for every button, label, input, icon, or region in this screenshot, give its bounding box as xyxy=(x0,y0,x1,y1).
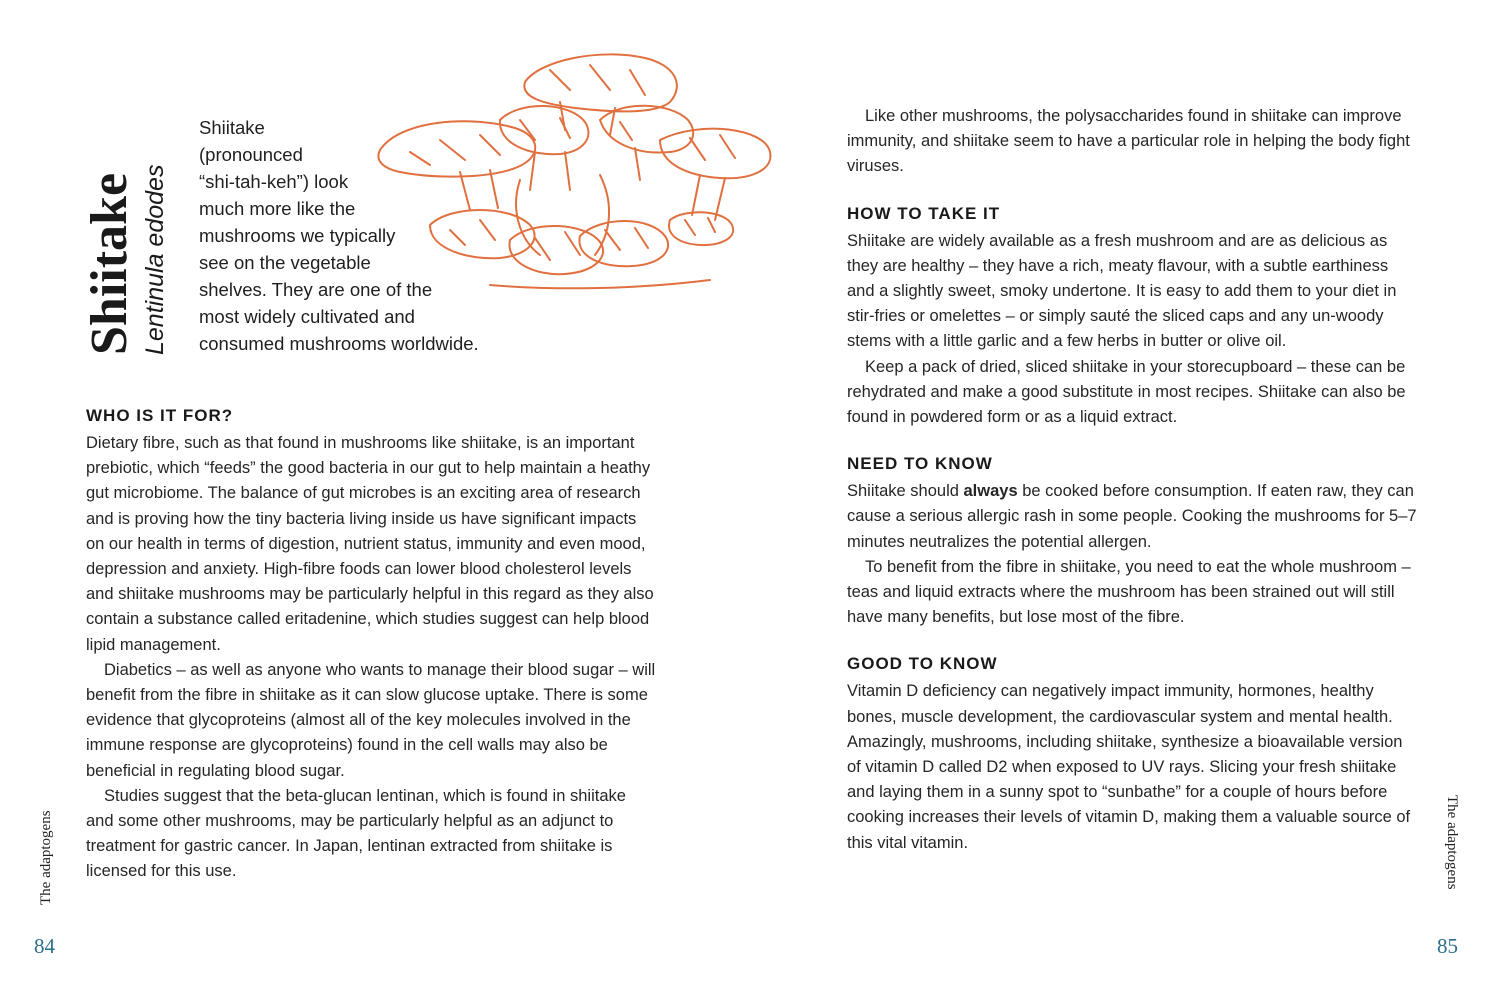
who-paragraph-2: Diabetics – as well as anyone who wants to manage their blood sugar – will benefit from the fibre in shiitake as it can slow glucose uptake. There is some evidence that glycoproteins (almost all of the key molecules involved in the immune response are glycoproteins) found in the cell walls may also be beneficial in regulating blood sugar. xyxy=(86,660,656,780)
who-paragraph-3: Studies suggest that the beta-glucan lentinan, which is found in shiitake and some other mushrooms, may be particularly helpful as an adjunct to treatment for gastric cancer. In Japan, lentinan extracted from shiitake is licensed for this use. xyxy=(86,786,626,881)
opening-paragraph: Like other mushrooms, the polysaccharides found in shiitake can improve immunity, and shiitake seem to have a particular role in helping the body fight viruses. xyxy=(847,107,1410,176)
intro-line: “shi-tah-keh”) look xyxy=(199,171,349,192)
need-heading: NEED TO KNOW xyxy=(847,454,993,474)
need-paragraph-1 xyxy=(847,479,1419,555)
who-heading: WHO IS IT FOR? xyxy=(86,406,234,425)
page-title: Shiitake xyxy=(81,172,138,355)
good-heading: GOOD TO KNOW xyxy=(847,654,998,674)
need-text-after: be cooked before consumption. If eaten raw, they can cause a serious allergic rash in some people. Cooking the mushrooms for 5–7 minutes neutralizes the potential allergen. xyxy=(847,482,1417,551)
how-paragraph-1: Shiitake are widely available as a fresh mushroom and are as delicious as they are healthy – they have a rich, meaty flavour, with a subtle earthiness and a slightly sweet, smoky undertone. It is easy to add them to your diet in stir-fries or omelettes – or simply sauté the sliced caps and any un-woody stems with a little garlic and a few herbs in butter or olive oil. xyxy=(847,231,1397,351)
intro-line: (pronounced xyxy=(199,144,303,165)
left-body-column xyxy=(86,404,658,885)
how-heading: HOW TO TAKE IT xyxy=(847,203,1001,223)
good-section xyxy=(847,652,1419,855)
page-number-left: 84 xyxy=(34,934,55,958)
good-paragraph: Vitamin D deficiency can negatively impact immunity, hormones, healthy bones, muscle development, the cardiovascular system and mental health. Amazingly, mushrooms, including shiitake, synthesize a bioavailable version of vitamin D called D2 when exposed to UV rays. Slicing your fresh shiitake and laying them in a sunny spot to “sunbathe” for a couple of hours before cooking increases their levels of vitamin D, making them a valuable source of this vital vitamin. xyxy=(847,682,1411,852)
intro-line: see on the vegetable xyxy=(199,252,371,273)
intro-line: consumed mushrooms worldwide. xyxy=(199,333,479,354)
running-head-left: The adaptogens xyxy=(38,810,54,905)
how-section xyxy=(847,202,1419,431)
intro-line: most widely cultivated and xyxy=(199,306,415,327)
need-bold-always: always xyxy=(963,482,1018,501)
vertical-title-block xyxy=(82,165,170,355)
need-section xyxy=(847,452,1419,630)
page-number-right: 85 xyxy=(1437,934,1458,958)
opening-section xyxy=(847,104,1419,180)
who-paragraph-1: Dietary fibre, such as that found in mushrooms like shiitake, is an important prebiotic, which “feeds” the good bacteria in our gut to help maintain a heathy gut microbiome. The balance of gut microbes is an exciting area of research and is proving how the tiny bacteria living inside us have significant impacts on our health in terms of digestion, nutrient status, immunity and even mood, depression and anxiety. High-fibre foods can lower blood cholesterol levels and shiitake mushrooms may be particularly helpful in this regard as they also contain a substance called eritadenine, which studies suggest can help blood lipid management. xyxy=(86,434,654,654)
intro-line: shelves. They are one of the xyxy=(199,279,433,300)
running-head-right: The adaptogens xyxy=(1444,795,1460,890)
intro-line: Shiitake xyxy=(199,117,265,138)
latin-name: Lentinula edodes xyxy=(141,164,169,355)
need-text-before: Shiitake should xyxy=(847,482,964,501)
intro-line: mushrooms we typically xyxy=(199,225,396,246)
right-body-column xyxy=(847,104,1419,878)
mushroom-illustration xyxy=(370,40,780,300)
need-paragraph-2: To benefit from the fibre in shiitake, you need to eat the whole mushroom – teas and liquid extracts where the mushroom has been strained out will still have many benefits, but lose most of the fibre. xyxy=(847,557,1411,627)
how-paragraph-2: Keep a pack of dried, sliced shiitake in your storecupboard – these can be rehydrated and make a good substitute in most recipes. Shiitake can also be found in powdered form or as a liquid extract. xyxy=(847,357,1406,427)
intro-line: much more like the xyxy=(199,198,356,219)
